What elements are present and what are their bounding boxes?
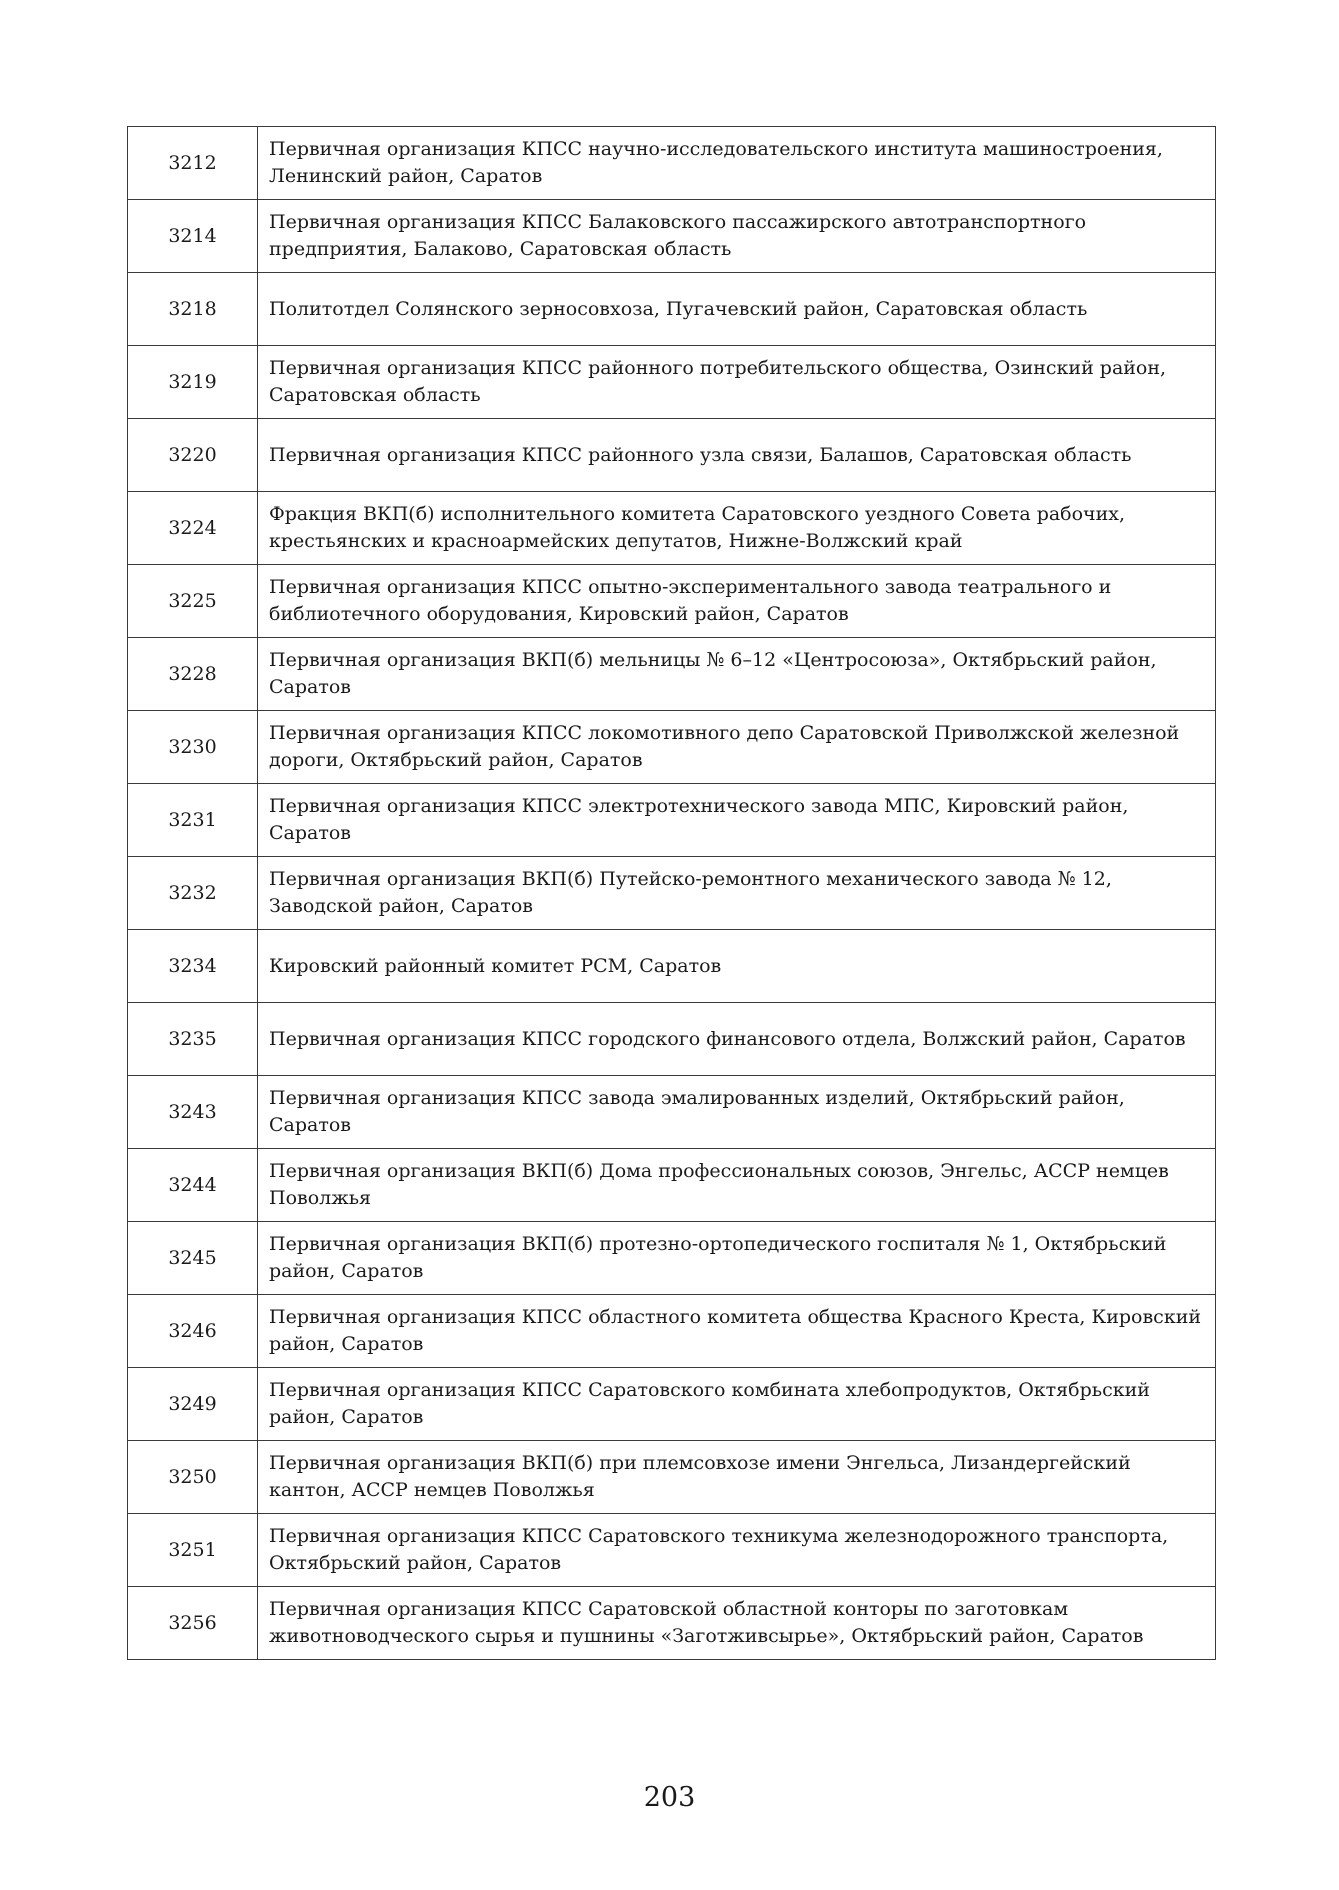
fund-title-cell: Первичная организация КПСС научно-исследовательского института машиностроения, Ленинский район, Саратов <box>258 127 1216 200</box>
fund-title-cell: Первичная организация ВКП(б) при племсовхозе имени Энгельса, Лизандергейский кантон, АССР немцев Поволжья <box>258 1441 1216 1514</box>
registry-table <box>127 126 1216 1660</box>
fund-title-cell: Первичная организация КПСС Саратовского техникума железнодорожного транспорта, Октябрьский район, Саратов <box>258 1514 1216 1587</box>
fund-title-cell: Первичная организация КПСС городского финансового отдела, Волжский район, Саратов <box>258 1003 1216 1076</box>
fund-number-cell: 3230 <box>128 711 258 784</box>
fund-title-cell: Первичная организация КПСС районного узла связи, Балашов, Саратовская область <box>258 419 1216 492</box>
table-row <box>128 711 1216 784</box>
table-row <box>128 1222 1216 1295</box>
fund-number-cell: 3225 <box>128 565 258 638</box>
table-row <box>128 273 1216 346</box>
fund-number-cell: 3235 <box>128 1003 258 1076</box>
fund-number-cell: 3231 <box>128 784 258 857</box>
fund-number-cell: 3250 <box>128 1441 258 1514</box>
table-row <box>128 638 1216 711</box>
fund-number-cell: 3244 <box>128 1149 258 1222</box>
table-row <box>128 419 1216 492</box>
table-row <box>128 200 1216 273</box>
fund-title-cell: Кировский районный комитет РСМ, Саратов <box>258 930 1216 1003</box>
fund-number-cell: 3243 <box>128 1076 258 1149</box>
fund-number-cell: 3218 <box>128 273 258 346</box>
table-row <box>128 1076 1216 1149</box>
table-row <box>128 1514 1216 1587</box>
table-row <box>128 1368 1216 1441</box>
table-row <box>128 930 1216 1003</box>
table-row <box>128 346 1216 419</box>
table-row <box>128 127 1216 200</box>
fund-title-cell: Первичная организация КПСС локомотивного депо Саратовской Приволжской железной дороги, Октябрьский район, Саратов <box>258 711 1216 784</box>
fund-title-cell: Первичная организация ВКП(б) мельницы № 6–12 «Центросоюза», Октябрьский район, Саратов <box>258 638 1216 711</box>
table-row <box>128 857 1216 930</box>
fund-number-cell: 3251 <box>128 1514 258 1587</box>
table-row <box>128 1295 1216 1368</box>
fund-title-cell: Первичная организация КПСС электротехнического завода МПС, Кировский район, Саратов <box>258 784 1216 857</box>
fund-number-cell: 3214 <box>128 200 258 273</box>
fund-title-cell: Первичная организация КПСС опытно-экспериментального завода театрального и библиотечного оборудования, Кировский район, Саратов <box>258 565 1216 638</box>
table-row <box>128 1587 1216 1660</box>
fund-number-cell: 3212 <box>128 127 258 200</box>
fund-title-cell: Первичная организация КПСС Саратовского комбината хлебопродуктов, Октябрьский район, Саратов <box>258 1368 1216 1441</box>
fund-title-cell: Первичная организация КПСС завода эмалированных изделий, Октябрьский район, Саратов <box>258 1076 1216 1149</box>
fund-title-cell: Первичная организация КПСС районного потребительского общества, Озинский район, Саратовская область <box>258 346 1216 419</box>
table-row <box>128 492 1216 565</box>
page-number: 203 <box>643 1782 696 1813</box>
fund-number-cell: 3234 <box>128 930 258 1003</box>
fund-title-cell: Первичная организация ВКП(б) Путейско-ремонтного механического завода № 12, Заводской район, Саратов <box>258 857 1216 930</box>
fund-number-cell: 3245 <box>128 1222 258 1295</box>
fund-number-cell: 3246 <box>128 1295 258 1368</box>
fund-title-cell: Первичная организация ВКП(б) протезно-ортопедического госпиталя № 1, Октябрьский район, Саратов <box>258 1222 1216 1295</box>
table-body <box>128 127 1216 1660</box>
table-row <box>128 1003 1216 1076</box>
fund-number-cell: 3228 <box>128 638 258 711</box>
fund-number-cell: 3249 <box>128 1368 258 1441</box>
fund-number-cell: 3232 <box>128 857 258 930</box>
fund-number-cell: 3219 <box>128 346 258 419</box>
fund-title-cell: Политотдел Солянского зерносовхоза, Пугачевский район, Саратовская область <box>258 273 1216 346</box>
fund-title-cell: Первичная организация КПСС Балаковского пассажирского автотранспортного предприятия, Балаково, Саратовская область <box>258 200 1216 273</box>
table-row <box>128 1441 1216 1514</box>
fund-number-cell: 3224 <box>128 492 258 565</box>
fund-number-cell: 3256 <box>128 1587 258 1660</box>
table-row <box>128 784 1216 857</box>
fund-title-cell: Первичная организация КПСС Саратовской областной конторы по заготовкам животноводческого сырья и пушнины «Заготживсырье», Октябрьский район, Саратов <box>258 1587 1216 1660</box>
table-row <box>128 565 1216 638</box>
table-row <box>128 1149 1216 1222</box>
fund-number-cell: 3220 <box>128 419 258 492</box>
fund-title-cell: Первичная организация ВКП(б) Дома профессиональных союзов, Энгельс, АССР немцев Поволжья <box>258 1149 1216 1222</box>
fund-title-cell: Фракция ВКП(б) исполнительного комитета Саратовского уездного Совета рабочих, крестьянских и красноармейских депутатов, Нижне-Волжский край <box>258 492 1216 565</box>
fund-title-cell: Первичная организация КПСС областного комитета общества Красного Креста, Кировский район, Саратов <box>258 1295 1216 1368</box>
